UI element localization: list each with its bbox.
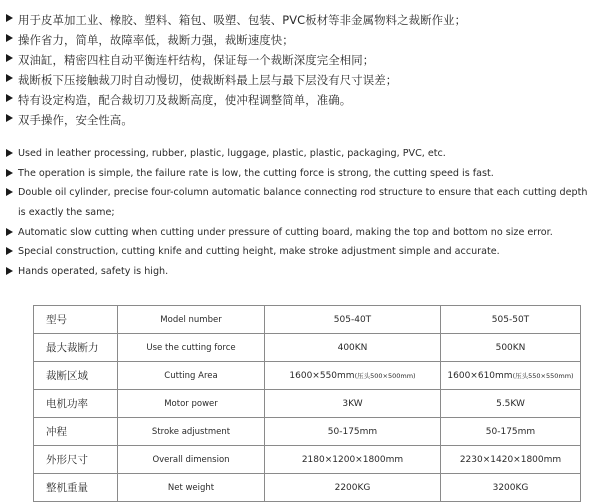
spec-label-cn: 外形尺寸 [34,446,118,474]
feature-en-4-text: Automatic slow cutting when cutting under pressure of cutting board, making the top and bottom no size error. [18,227,553,238]
spec-label-cn: 冲程 [34,418,118,446]
feature-cn-3-text: 双油缸，精密四柱自动平衡连杆结构，保证每一个裁断深度完全相同； [18,53,375,67]
arrow-right-icon [6,267,13,275]
spec-value-1: 3KW [265,390,441,418]
feature-cn-2-text: 操作省力，简单，故障率低，裁断力强，裁断速度快； [18,33,294,47]
spec-value-1 [265,362,441,390]
feature-en-5-text: Special construction, cutting knife and cutting height, make stroke adjustment simple and accurate. [18,246,500,257]
spec-label-cn: 裁断区域 [34,362,118,390]
spec-label-cn: 型号 [34,306,118,334]
spec-value-2-note: (压头550×550mm) [512,371,574,380]
table-row [34,418,581,446]
feature-cn-4-text: 裁断板下压接触裁刀时自动慢切，使裁断料最上层与最下层没有尺寸误差； [18,73,398,87]
spec-value-2-main: 1600×610mm [447,370,513,381]
spec-label-en: Overall dimension [118,446,265,474]
spec-value-1: 2200KG [265,474,441,502]
feature-cn-6-text: 双手操作，安全性高。 [18,113,133,127]
arrow-right-icon [6,54,13,62]
feature-en-1-text: Used in leather processing, rubber, plastic, luggage, plastic, plastic, packaging, PVC, etc. [18,148,446,159]
spec-value-1: 50-175mm [265,418,441,446]
arrow-right-icon [6,149,13,157]
table-row [34,306,581,334]
table-row [34,474,581,502]
spec-value-2: 500KN [441,334,581,362]
spec-label-en: Use the cutting force [118,334,265,362]
spec-value-2: 50-175mm [441,418,581,446]
arrow-right-icon [6,74,13,82]
arrow-right-icon [6,247,13,255]
arrow-right-icon [6,169,13,177]
spec-value-1: 400KN [265,334,441,362]
spec-table [33,305,581,502]
arrow-right-icon [6,94,13,102]
spec-value-2 [441,362,581,390]
spec-value-1-main: 1600×550mm [289,370,355,381]
arrow-right-icon [6,188,13,196]
arrow-right-icon [6,14,13,22]
spec-label-cn: 最大裁断力 [34,334,118,362]
spec-label-cn: 电机功率 [34,390,118,418]
arrow-right-icon [6,34,13,42]
table-row [34,390,581,418]
spec-label-en: Net weight [118,474,265,502]
feature-en-2-text: The operation is simple, the failure rate is low, the cutting force is strong, the cutting speed is fast. [18,168,494,179]
spec-label-en: Stroke adjustment [118,418,265,446]
table-row [34,334,581,362]
spec-value-1-note: (压头500×500mm) [354,371,416,380]
spec-value-2: 505-50T [441,306,581,334]
spec-label-en: Cutting Area [118,362,265,390]
feature-cn-5-text: 特有设定构造，配合裁切刀及裁断高度，使冲程调整简单，准确。 [18,93,352,107]
feature-en-6-text: Hands operated, safety is high. [18,266,169,277]
table-row [34,362,581,390]
feature-en-3-cont-text: is exactly the same; [18,207,115,218]
arrow-right-icon [6,228,13,236]
arrow-right-icon [6,114,13,122]
feature-cn-1-text: 用于皮革加工业、橡胶、塑料、箱包、吸塑、包装、PVC板材等非金属物料之裁断作业； [18,13,467,27]
spec-value-2: 3200KG [441,474,581,502]
table-row [34,446,581,474]
spec-label-cn: 整机重量 [34,474,118,502]
spec-value-1: 2180×1200×1800mm [265,446,441,474]
spec-value-2: 5.5KW [441,390,581,418]
spec-label-en: Model number [118,306,265,334]
spec-label-en: Motor power [118,390,265,418]
feature-en-3-text: Double oil cylinder, precise four-column automatic balance connecting rod structure to ensure that each cutting depth [18,187,588,198]
spec-value-1: 505-40T [265,306,441,334]
spec-value-2: 2230×1420×1800mm [441,446,581,474]
